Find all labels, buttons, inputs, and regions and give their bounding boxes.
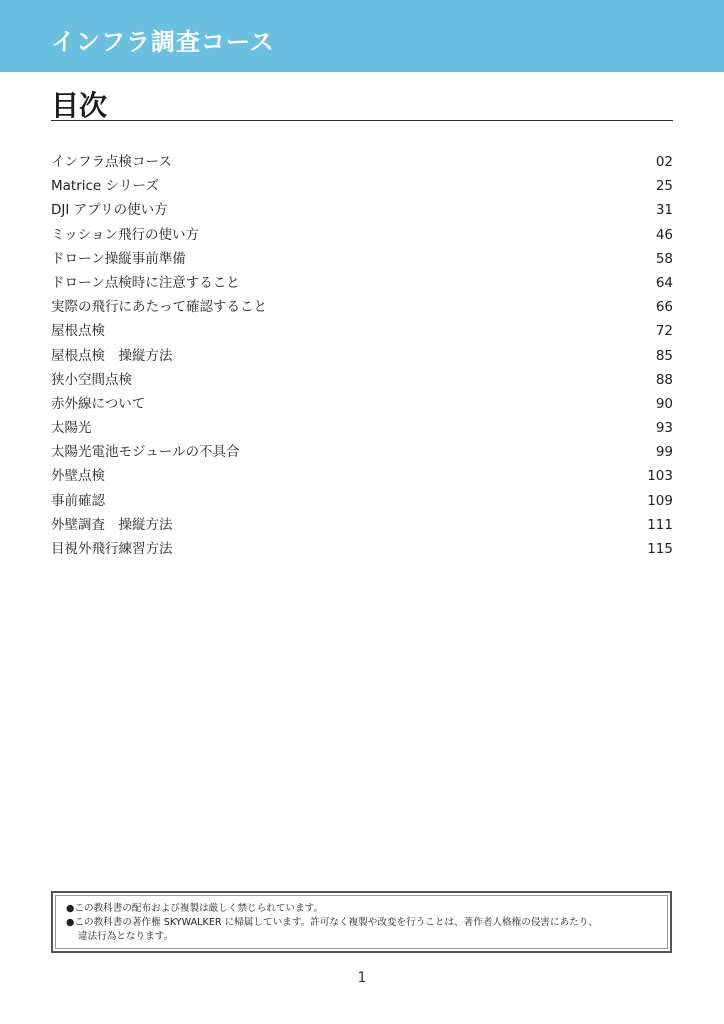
toc-dot-leader: [135, 369, 653, 383]
toc-entry-page: 66: [655, 299, 673, 316]
toc-entry-page: 93: [655, 420, 673, 437]
toc-entry-title: ミッション飛行の使い方: [51, 226, 199, 243]
toc-entry-title: 屋根点検 操縦方法: [51, 347, 173, 364]
toc-entry[interactable]: [51, 198, 673, 222]
toc-dot-leader: [108, 490, 644, 504]
toc-dot-leader: [95, 417, 653, 431]
toc-entry[interactable]: [51, 368, 673, 392]
toc-entry-title: 実際の飛行にあたって確認すること: [51, 299, 267, 316]
toc-entry[interactable]: [51, 416, 673, 440]
toc-entry-title: インフラ点検コース: [51, 154, 172, 170]
toc-entry[interactable]: [51, 223, 673, 247]
toc-entry-title: 赤外線について: [51, 395, 146, 412]
toc-entry-title: ドローン点検時に注意すること: [51, 274, 240, 291]
toc-entry-title: 外壁点検: [51, 468, 105, 485]
toc-entry[interactable]: [51, 271, 673, 295]
toc-heading: 目次: [51, 89, 108, 122]
toc-dot-leader: [176, 345, 653, 359]
toc-entry-page: 85: [655, 347, 673, 364]
toc-entry[interactable]: [51, 319, 673, 343]
toc-entry-page: 46: [655, 226, 673, 243]
toc-dot-leader: [108, 465, 644, 479]
copyright-notice-inner: [55, 895, 668, 949]
toc-dot-leader: [171, 199, 653, 213]
toc-entry[interactable]: [51, 295, 673, 319]
toc-entry-page: 02: [655, 154, 673, 170]
toc-entry[interactable]: [51, 392, 673, 416]
toc-entry[interactable]: [51, 464, 673, 488]
toc-entry-page: 103: [647, 468, 673, 485]
toc-entry[interactable]: [51, 440, 673, 464]
toc-entry[interactable]: [51, 247, 673, 271]
toc-entry-page: 90: [655, 395, 673, 412]
toc-entry-page: 111: [647, 516, 673, 533]
toc-entry-page: 64: [655, 274, 673, 291]
toc-entry-page: 31: [655, 202, 673, 219]
toc-entry-page: 99: [655, 444, 673, 461]
toc-dot-leader: [176, 538, 645, 552]
toc-dot-leader: [175, 151, 653, 165]
toc-entry-title: 外壁調査 操縦方法: [51, 516, 173, 533]
toc-entry-page: 88: [655, 371, 673, 388]
notice-line-copyright-cont: 違法行為となります。: [78, 931, 174, 942]
toc-dot-leader: [242, 441, 652, 455]
toc-divider: [51, 120, 673, 121]
toc-entry-title: 太陽光電池モジュールの不具合: [51, 444, 240, 461]
toc-entry-title: Matrice シリーズ: [51, 178, 159, 195]
toc-entry[interactable]: [51, 513, 673, 537]
course-title: インフラ調査コース: [51, 28, 275, 56]
toc-entry-title: 狭小空間点検: [51, 371, 132, 388]
toc-entry-title: 太陽光: [51, 420, 92, 437]
toc-entry[interactable]: [51, 537, 673, 561]
toc-entry[interactable]: [51, 150, 673, 174]
toc-dot-leader: [176, 514, 645, 528]
toc-entry[interactable]: [51, 489, 673, 513]
toc-dot-leader: [189, 248, 653, 262]
toc-entry-page: 58: [655, 250, 673, 267]
toc-dot-leader: [270, 296, 653, 310]
toc-entry-title: ドローン操縦事前準備: [51, 250, 186, 267]
header-band: [0, 0, 724, 72]
toc-entry[interactable]: [51, 344, 673, 368]
notice-line-copyright: ●この教科書の著作権 SKYWALKER に帰属しています。許可なく複製や改変を行うことは、著作者人格権の侵害にあたり、: [66, 917, 598, 928]
page-number: 1: [357, 970, 367, 986]
toc-entry-page: 25: [655, 178, 673, 195]
toc-entry[interactable]: [51, 174, 673, 198]
toc-entry-page: 109: [647, 492, 673, 509]
toc-dot-leader: [243, 272, 653, 286]
toc-entry-title: 事前確認: [51, 492, 105, 509]
toc-dot-leader: [202, 224, 653, 238]
toc-entry-title: 目視外飛行練習方法: [51, 541, 173, 557]
toc-list: [51, 150, 673, 561]
toc-entry-title: 屋根点検: [51, 323, 105, 340]
toc-entry-page: 115: [647, 541, 673, 557]
toc-dot-leader: [108, 320, 653, 334]
copyright-notice-box: [51, 891, 672, 953]
toc-entry-page: 72: [655, 323, 673, 340]
toc-entry-title: DJI アプリの使い方: [51, 202, 168, 219]
notice-line-distribution: ●この教科書の配布および複製は厳しく禁じられています。: [66, 903, 324, 914]
toc-dot-leader: [162, 175, 653, 189]
toc-dot-leader: [148, 393, 653, 407]
